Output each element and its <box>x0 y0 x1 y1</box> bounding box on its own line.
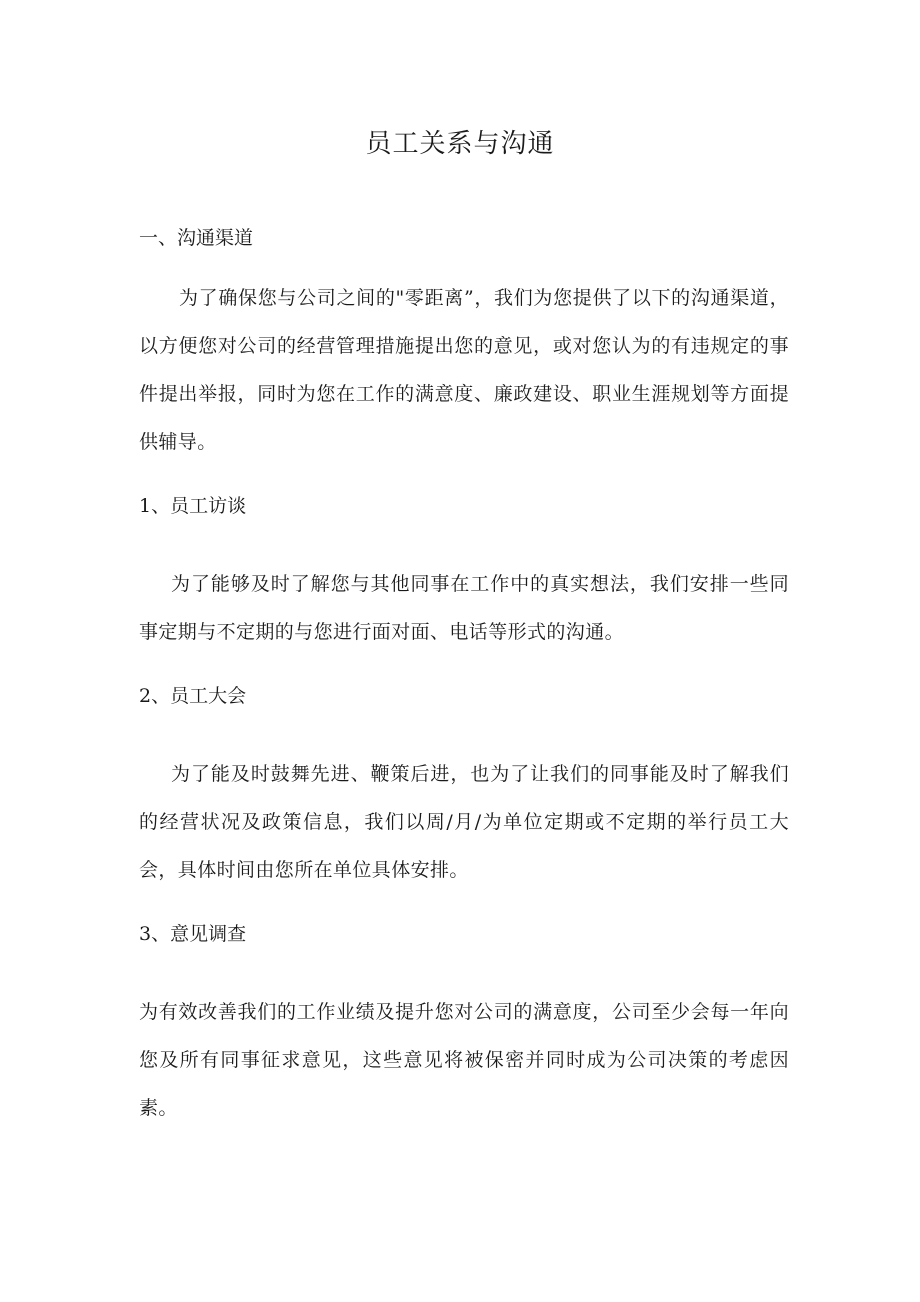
spacer <box>139 656 789 678</box>
document-body <box>139 220 789 1132</box>
spacer <box>139 952 789 988</box>
section-heading-channels: 一、沟通渠道 <box>139 227 254 249</box>
section-heading-meeting: 2、员工大会 <box>139 685 247 707</box>
spacer <box>139 466 789 488</box>
section-heading-interview: 1、员工访谈 <box>139 495 247 517</box>
paragraph-interview: 为了能够及时了解您与其他同事在工作中的真实想法，我们安排一些同事定期与不定期的与您进行面对面、电话等形式的沟通。 <box>139 573 789 643</box>
section-heading-survey: 3、意见调查 <box>139 923 247 945</box>
paragraph-channels-intro: 为了确保您与公司之间的"零距离”，我们为您提供了以下的沟通渠道，以方便您对公司的经营管理措施提出您的意见，或对您认为的有违规定的事件提出举报，同时为您在工作的满意度、廉政建设、职业生涯规划等方面提供辅导。 <box>139 287 789 453</box>
page-title: 员工关系与沟通 <box>365 129 555 159</box>
paragraph-meeting: 为了能及时鼓舞先进、鞭策后进，也为了让我们的同事能及时了解我们的经营状况及政策信息，我们以周/月/为单位定期或不定期的举行员工大会，具体时间由您所在单位具体安排。 <box>139 763 789 881</box>
spacer <box>139 256 789 274</box>
spacer <box>139 894 789 916</box>
spacer <box>139 524 789 560</box>
paragraph-survey: 为有效改善我们的工作业绩及提升您对公司的满意度，公司至少会每一年向您及所有同事征求意见，这些意见将被保密并同时成为公司决策的考虑因素。 <box>139 1001 789 1119</box>
spacer <box>139 714 789 750</box>
